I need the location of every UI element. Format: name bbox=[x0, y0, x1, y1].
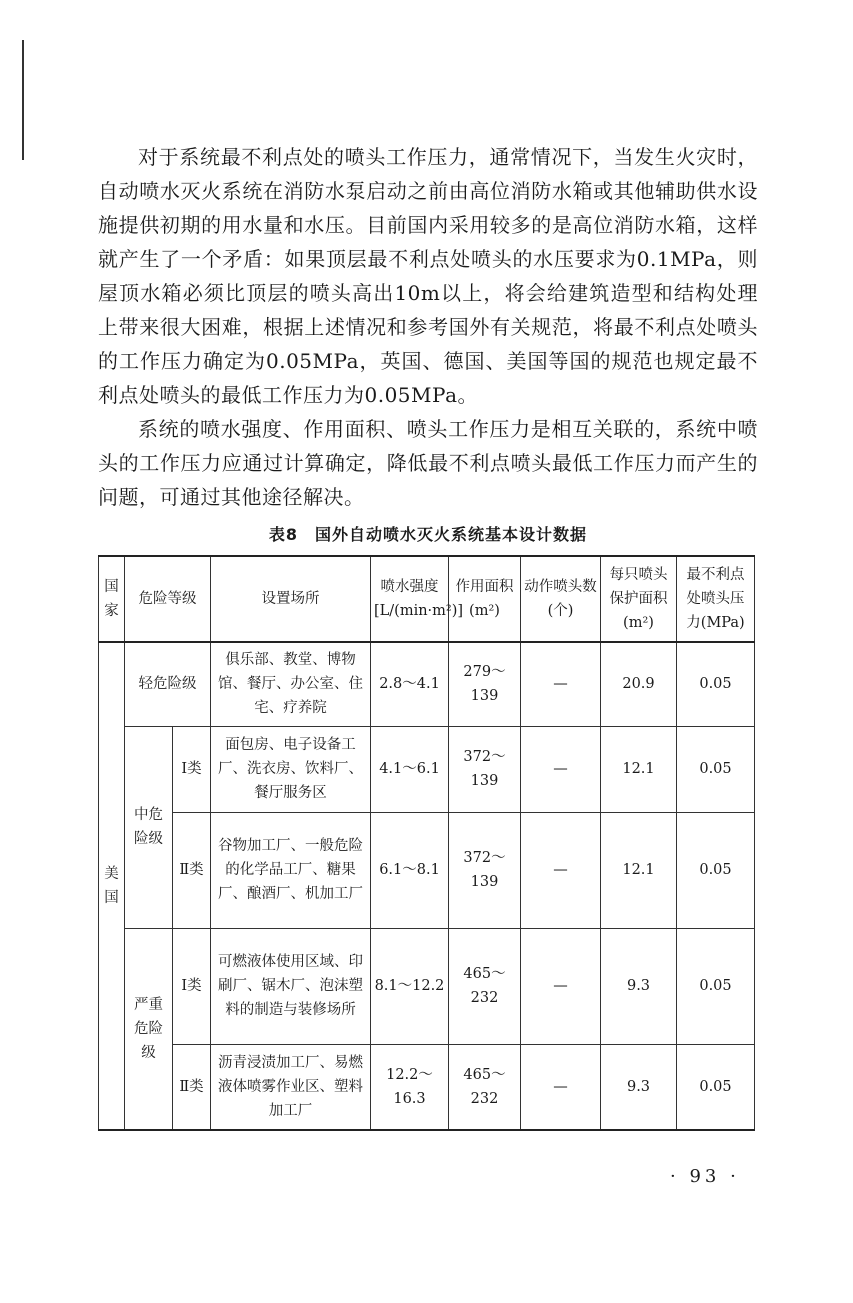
heads-cell: — bbox=[521, 928, 601, 1044]
header-pressure: 最不利点处喷头压力(MPa) bbox=[677, 556, 755, 642]
heads-cell: — bbox=[521, 726, 601, 812]
area-cell: 372～139 bbox=[449, 726, 521, 812]
area-cell: 465～232 bbox=[449, 928, 521, 1044]
intensity-cell: 12.2～16.3 bbox=[371, 1044, 449, 1130]
page-number: · 93 · bbox=[670, 1166, 740, 1187]
place-cell: 沥青浸渍加工厂、易燃液体喷雾作业区、塑料加工厂 bbox=[211, 1044, 371, 1130]
table-row bbox=[99, 928, 755, 1044]
area-cell: 372～139 bbox=[449, 812, 521, 928]
place-cell: 俱乐部、教堂、博物馆、餐厅、办公室、住宅、疗养院 bbox=[211, 642, 371, 726]
header-place: 设置场所 bbox=[211, 556, 371, 642]
header-intensity: 喷水强度[L/(min·m²)] bbox=[371, 556, 449, 642]
area-cell: 279～139 bbox=[449, 642, 521, 726]
page-content bbox=[98, 140, 758, 1131]
binding-line bbox=[22, 40, 24, 160]
country-cell: 美国 bbox=[99, 642, 125, 1130]
hazard-light: 轻危险级 bbox=[125, 642, 211, 726]
place-cell: 面包房、电子设备工厂、洗衣房、饮料厂、餐厅服务区 bbox=[211, 726, 371, 812]
intensity-cell: 6.1～8.1 bbox=[371, 812, 449, 928]
coverage-cell: 9.3 bbox=[601, 1044, 677, 1130]
header-heads: 动作喷头数(个) bbox=[521, 556, 601, 642]
pressure-cell: 0.05 bbox=[677, 642, 755, 726]
paragraph-1: 对于系统最不利点处的喷头工作压力，通常情况下，当发生火灾时，自动喷水灭火系统在消防水泵启动之前由高位消防水箱或其他辅助供水设施提供初期的用水量和水压。目前国内采用较多的是高位消防水箱，这样就产生了一个矛盾：如果顶层最不利点处喷头的水压要求为0.1MPa，则屋顶水箱必须比顶层的喷头高出10m以上，将会给建筑造型和结构处理上带来很大困难，根据上述情况和参考国外有关规范，将最不利点处喷头的工作压力确定为0.05MPa，英国、德国、美国等国的规范也规定最不利点处喷头的最低工作压力为0.05MPa。 bbox=[98, 145, 758, 407]
table-row bbox=[99, 812, 755, 928]
design-data-table bbox=[98, 555, 755, 1131]
coverage-cell: 12.1 bbox=[601, 726, 677, 812]
table-header-row bbox=[99, 556, 755, 642]
pressure-cell: 0.05 bbox=[677, 928, 755, 1044]
place-cell: 谷物加工厂、一般危险的化学品工厂、糖果厂、酿酒厂、机加工厂 bbox=[211, 812, 371, 928]
coverage-cell: 9.3 bbox=[601, 928, 677, 1044]
heads-cell: — bbox=[521, 642, 601, 726]
header-country: 国家 bbox=[99, 556, 125, 642]
hazard-medium: 中危险级 bbox=[125, 726, 173, 928]
table-row bbox=[99, 726, 755, 812]
heads-cell: — bbox=[521, 1044, 601, 1130]
header-hazard: 危险等级 bbox=[125, 556, 211, 642]
class-cell: Ⅰ类 bbox=[173, 726, 211, 812]
intensity-cell: 4.1～6.1 bbox=[371, 726, 449, 812]
pressure-cell: 0.05 bbox=[677, 812, 755, 928]
place-cell: 可燃液体使用区域、印刷厂、锯木厂、泡沫塑料的制造与装修场所 bbox=[211, 928, 371, 1044]
coverage-cell: 20.9 bbox=[601, 642, 677, 726]
intensity-cell: 8.1～12.2 bbox=[371, 928, 449, 1044]
class-cell: Ⅰ类 bbox=[173, 928, 211, 1044]
header-area: 作用面积(m²) bbox=[449, 556, 521, 642]
hazard-severe: 严重危险级 bbox=[125, 928, 173, 1130]
paragraph-2: 系统的喷水强度、作用面积、喷头工作压力是相互关联的，系统中喷头的工作压力应通过计算确定，降低最不利点喷头最低工作压力而产生的问题，可通过其他途径解决。 bbox=[98, 417, 758, 509]
area-cell: 465～232 bbox=[449, 1044, 521, 1130]
table-row bbox=[99, 642, 755, 726]
coverage-cell: 12.1 bbox=[601, 812, 677, 928]
class-cell: Ⅱ类 bbox=[173, 812, 211, 928]
intensity-cell: 2.8～4.1 bbox=[371, 642, 449, 726]
pressure-cell: 0.05 bbox=[677, 1044, 755, 1130]
table-caption: 表8 国外自动喷水灭火系统基本设计数据 bbox=[268, 525, 588, 544]
class-cell: Ⅱ类 bbox=[173, 1044, 211, 1130]
table-row bbox=[99, 1044, 755, 1130]
heads-cell: — bbox=[521, 812, 601, 928]
header-coverage: 每只喷头保护面积(m²) bbox=[601, 556, 677, 642]
pressure-cell: 0.05 bbox=[677, 726, 755, 812]
